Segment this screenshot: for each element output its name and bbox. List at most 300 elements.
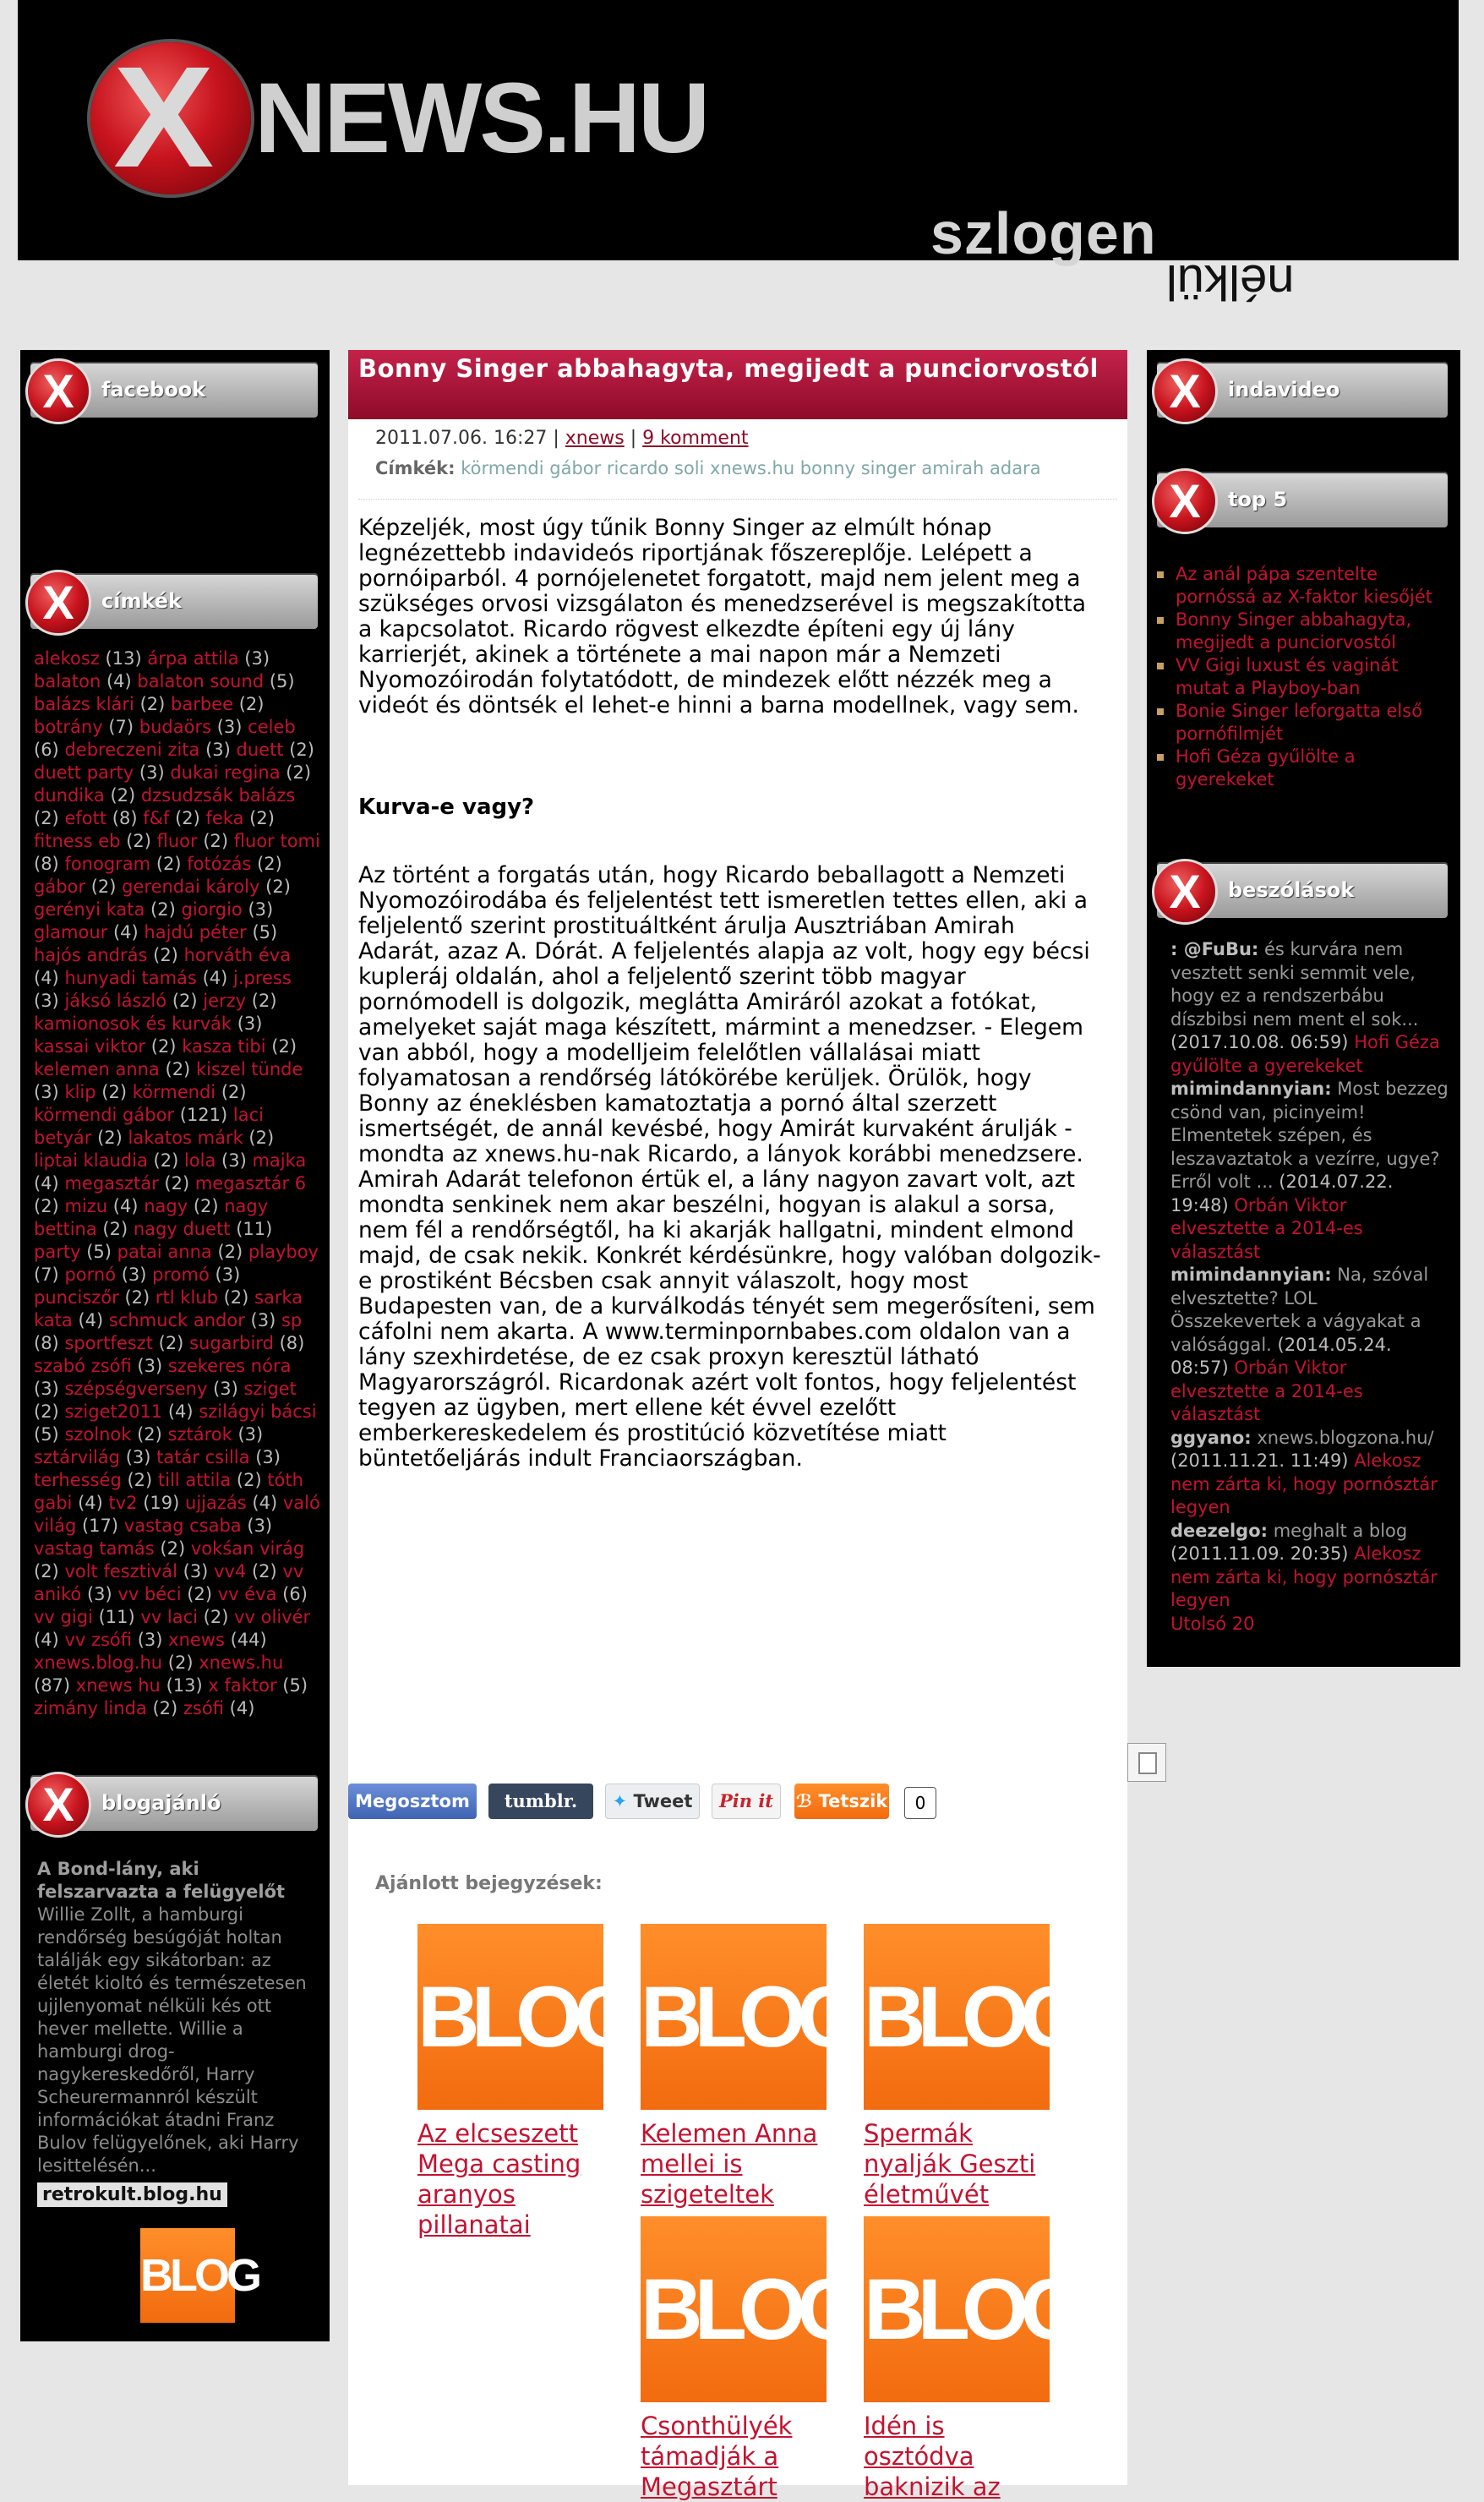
facebook-box-header	[30, 362, 318, 418]
tag-count: (8)	[279, 1333, 305, 1353]
tag-count: (4)	[112, 922, 139, 942]
post-intro	[358, 516, 1102, 718]
tag-count: (2)	[164, 1173, 190, 1194]
comment-post-link[interactable]: Alekosz nem zárta ki, hogy pornósztár legyen	[1170, 1450, 1438, 1517]
tag-count: (2)	[158, 1333, 184, 1353]
tag-link[interactable]: punciszőr	[34, 1287, 119, 1308]
tag-link[interactable]: fluor tomi	[233, 831, 320, 851]
slogan: szlogen	[930, 200, 1157, 266]
tag-count: (2)	[124, 1287, 150, 1308]
tag-link[interactable]: debreczeni zita	[64, 740, 200, 760]
recommended-post-title[interactable]: Csonthülyék támadják a Megasztárt	[641, 2412, 793, 2501]
comment-date: (2011.11.09. 20:35)	[1170, 1543, 1349, 1564]
post-body-paragraph: Az történt a forgatás után, hogy Ricardo beballagott a Nemzeti Nyomozóirodába és feljelentést tett ismeretlen tettes ellen, aki a feljelentő szerint prostituáltként árulja Ausztriában Amirah Adarát, azaz A. Dórát. A feljelentés alapja az volt, hogy egy bécsi kupleráj oldalán, ahol a feljelentő szerint több magyar pornómodell is dolgozik, meglátta Amiráról azokat a fotókat, amelyeket saját maga készített, mármint a menedzser. - Elegem van abból, hogy a modelljeim felelőtlen vállalásai miatt folyamatosan a rendőrség látókörébe kerüljek. Örülök, hogy Bonny az éneklésben kamatoztatja a pornó által szerzett ismertségét, de annál kevésbé, hogy Amirát kurvaként árulják - mondta az xnews.hu-nak Ricardo, a lányok korábbi menedzsere. Amirah Adarát telefonon értük el, a lány nagyon zavart volt, azt mondta senkinek nem akar beszélni, hogyan is alakul a sorsa, nem fél a rendőrségtől, ha ki akarják hallgatni, mindent elmond majd, de csak nekik. Konkrét kérdésünkre, hogy valóban dolgozik-e prostiként Bécsben csak annyit válaszolt, hogy most Budapesten van, de a kurválkodás tényét sem megerősíteni, sem cáfolni nem akarta. A www.terminpornbabes.com oldalon van a lány szexhirdetése, de ez csak proxyn keresztül látható Magyarországról. Ricardonak azért volt fontos, hogy feljelentést tegyen az ügyben, mert ellene két évvel ezelőtt emberkereskedelem és prostitúció közvetítése miatt büntetőeljárás indult Franciaországban.	[358, 861, 1101, 1472]
tag-link[interactable]: balázs klári	[34, 694, 134, 714]
tag-count: (2)	[251, 991, 277, 1011]
tag-count: (2)	[271, 1036, 297, 1057]
tag-count: (3)	[183, 1561, 209, 1582]
tag-count: (2)	[155, 854, 182, 874]
post-title[interactable]: Bonny Singer abbahagyta, megijedt a punciorvostól	[358, 354, 1099, 383]
tag-link[interactable]: dzsudzsák balázs	[140, 785, 296, 806]
tag-link[interactable]: szilágyi bácsi	[199, 1401, 317, 1422]
tag-link[interactable]: körmendi	[132, 1082, 216, 1102]
top5-link[interactable]: Bonie Singer leforgatta első pornófilmjét	[1176, 701, 1423, 744]
comments-box-header	[1157, 862, 1448, 918]
tag-link[interactable]: tv2	[108, 1493, 138, 1513]
tag-link[interactable]: vastag tamás	[34, 1538, 155, 1559]
tag-link[interactable]: kiszel tünde	[195, 1059, 303, 1079]
tag-count: (5)	[86, 1242, 112, 1262]
recommended-post[interactable]	[864, 2216, 1079, 2502]
tag-count: (2)	[139, 694, 166, 714]
tag-count: (2)	[187, 1584, 213, 1604]
recommended-post-title[interactable]: Spermák nyalják Geszti életművét	[864, 2119, 1036, 2209]
logo-text: NEWS.HU	[254, 63, 708, 174]
tag-link[interactable]: sarka kata	[34, 1287, 303, 1330]
blogajanlo-source-link[interactable]: retrokult.blog.hu	[37, 2182, 227, 2207]
tag-count: (2)	[203, 1607, 229, 1627]
tag-link[interactable]: lola	[183, 1150, 216, 1171]
tag-count: (2)	[265, 877, 291, 897]
tag-link[interactable]: vv gigi	[34, 1607, 93, 1627]
tag-count: (5)	[34, 1424, 59, 1445]
tag-link[interactable]: duett party	[34, 762, 134, 783]
pinterest-pin-button[interactable]: Pin it	[712, 1784, 781, 1819]
tag-count: (2)	[150, 1036, 177, 1057]
tag-link[interactable]: xnews hu	[75, 1675, 161, 1696]
comment-text: xnews.blogzona.hu/	[1251, 1427, 1434, 1448]
post-author-link[interactable]: xnews	[565, 428, 625, 449]
top5-link[interactable]: Bonny Singer abbahagyta, megijedt a punciorvostól	[1176, 609, 1412, 653]
top5-link[interactable]: VV Gigi luxust és vaginát mutat a Playboy-ban	[1176, 655, 1399, 698]
tag-count: (2)	[165, 1059, 191, 1079]
list-item	[1176, 700, 1446, 746]
recommended-post[interactable]	[641, 1924, 856, 2210]
post-subheading: Kurva-e vagy?	[358, 795, 535, 820]
comment-post-link[interactable]: Orbán Viktor elvesztette a 2014-es választást	[1170, 1358, 1363, 1424]
tags-box-header	[30, 573, 318, 629]
post-intro-paragraph: Képzeljék, most úgy tűnik Bonny Singer az elmúlt hónap legnézettebb indavideós riportjának főszereplője. Lelépett a pornóiparból. 4 pornójelenetet forgatott, majd nem jelent meg a szükséges orvosi vizsgálaton és menedzserével is megszakította a kapcsolatot. Ricardo rögvest elkezdte építeni egy új lány karrierjét, akinek a története a mai napon már a Nemzeti Nyomozóirodán folytatódott, de mindezek előtt nézzék meg a videót és döntsék el lehet-e hinni a barna modellnek, vagy sem.	[358, 515, 1086, 718]
tag-link[interactable]: klip	[64, 1082, 96, 1102]
tag-link[interactable]: vv olivér	[234, 1607, 311, 1627]
right-sidebar	[1147, 350, 1460, 1667]
tag-count: (5)	[282, 1675, 308, 1696]
tag-count: (8)	[34, 854, 59, 874]
x-badge-icon: X	[1152, 859, 1218, 925]
tag-count: (4)	[202, 968, 228, 988]
tag-link[interactable]: nagy duett	[133, 1219, 231, 1239]
tag-count: (7)	[108, 717, 134, 737]
recommended-post-title[interactable]: Az elcseszett Mega casting aranyos pillanatai	[417, 2119, 581, 2239]
tag-link[interactable]: barbee	[171, 694, 234, 714]
tag-link[interactable]: pornó	[64, 1265, 117, 1285]
tag-count: (4)	[106, 671, 132, 691]
tag-count: (3)	[213, 1379, 238, 1399]
post-meta	[375, 428, 749, 449]
tag-count: (2)	[150, 899, 176, 920]
tag-count: (3)	[215, 1265, 241, 1285]
comment-author: deezelgo:	[1170, 1520, 1268, 1541]
tag-link[interactable]: vv zsófi	[64, 1630, 133, 1650]
tag-link[interactable]: majka	[252, 1150, 307, 1171]
tag-link[interactable]: sziget2011	[64, 1401, 163, 1422]
tag-link[interactable]: hajdú péter	[144, 922, 247, 942]
comment-author: mimindannyian:	[1170, 1265, 1332, 1285]
tag-count: (4)	[112, 1196, 139, 1216]
list-item	[1176, 563, 1446, 609]
tag-link[interactable]: xnews	[168, 1630, 225, 1650]
comment-item	[1170, 1427, 1449, 1520]
tag-link[interactable]: celeb	[248, 717, 296, 737]
recommended-post[interactable]	[417, 1924, 633, 2240]
blog-hu-logo[interactable]: BLOG	[864, 1924, 1050, 2110]
tag-count: (4)	[34, 1630, 59, 1650]
indavideo-box-header	[1157, 362, 1448, 418]
tag-count: (2)	[97, 1128, 123, 1148]
tag-link[interactable]: szépségverseny	[64, 1379, 208, 1399]
tag-count: (2)	[289, 740, 314, 760]
comment-text: meghalt a blog	[1268, 1520, 1408, 1541]
tag-link[interactable]: schmuck andor	[108, 1310, 245, 1330]
tag-link[interactable]: gerendai károly	[122, 877, 260, 897]
tag-link[interactable]: botrány	[34, 717, 103, 737]
tag-link[interactable]: giorgio	[181, 899, 243, 920]
tag-link[interactable]: efott	[64, 808, 107, 828]
top5-list	[1176, 563, 1446, 791]
tag-link[interactable]: promó	[152, 1265, 210, 1285]
top5-link[interactable]: Az anál pápa szentelte pornóssá az X-faktor kiesőjét	[1176, 564, 1433, 607]
tag-count: (3)	[34, 1379, 59, 1399]
recommended-post-title[interactable]: Kelemen Anna mellei is szigeteltek	[641, 2119, 818, 2209]
twitter-bird-icon: ✦	[612, 1791, 628, 1811]
tag-link[interactable]: duett	[236, 740, 284, 760]
tag-link[interactable]: szekeres nóra	[167, 1356, 292, 1376]
document-icon[interactable]	[1127, 1743, 1166, 1782]
x-badge-icon: X	[25, 1772, 91, 1838]
tag-link[interactable]: alekosz	[34, 648, 100, 669]
tag-count: (5)	[252, 922, 278, 942]
tag-link[interactable]: x faktor	[208, 1675, 277, 1696]
tag-link[interactable]: zimány linda	[34, 1698, 147, 1718]
tags-label: címkék	[101, 589, 183, 613]
tag-link[interactable]: dukai regina	[170, 762, 281, 783]
tag-count: (7)	[34, 1265, 59, 1285]
tag-count: (2)	[90, 877, 117, 897]
tag-count: (4)	[167, 1401, 194, 1422]
tag-count: (4)	[78, 1310, 104, 1330]
recommended-post[interactable]	[641, 2216, 856, 2502]
tag-count: (17)	[81, 1516, 119, 1536]
blogajanlo-box-header	[30, 1775, 318, 1831]
tag-link[interactable]: hajós andrás	[34, 945, 148, 965]
x-badge-icon: X	[1152, 358, 1218, 424]
tag-link[interactable]: mizu	[64, 1196, 108, 1216]
tag-link[interactable]: xnews.hu	[199, 1653, 284, 1673]
site-header	[18, 0, 1459, 266]
tag-count: (2)	[249, 808, 275, 828]
recommended-post[interactable]	[864, 1924, 1079, 2210]
tag-count: (3)	[137, 1630, 163, 1650]
tag-count: (2)	[34, 1401, 59, 1422]
tag-count: (2)	[172, 991, 198, 1011]
tag-link[interactable]: hunyadi tamás	[64, 968, 197, 988]
tag-count: (2)	[251, 1561, 277, 1582]
comment-author: ggyano:	[1170, 1427, 1252, 1448]
tag-link[interactable]: f&f	[143, 808, 170, 828]
x-badge-icon: X	[25, 570, 91, 636]
tag-count: (13)	[105, 648, 142, 669]
tag-count: (2)	[110, 785, 136, 806]
tag-count: (2)	[248, 1128, 275, 1148]
tag-count: (2)	[238, 694, 265, 714]
blog-hu-logo[interactable]: BLOG	[864, 2216, 1050, 2402]
comment-post-link[interactable]: Orbán Viktor elvesztette a 2014-es választást	[1170, 1194, 1363, 1262]
comments-label: beszólások	[1228, 878, 1355, 902]
tag-count: (3)	[125, 1447, 151, 1467]
tag-link[interactable]: nagy	[144, 1196, 188, 1216]
tag-count: (2)	[153, 1150, 179, 1171]
comment-date: (2014.05.24. 08:57)	[1170, 1334, 1392, 1378]
tag-link[interactable]: laci betyár	[34, 1105, 264, 1148]
blogajanlo-title[interactable]: A Bond-lány, aki felszarvazta a felügyelőt	[37, 1859, 286, 1902]
tag-count: (3)	[221, 1150, 247, 1171]
tag-link[interactable]: szolnok	[64, 1424, 132, 1445]
tag-link[interactable]: zsófi	[183, 1698, 224, 1718]
tag-link[interactable]: playboy	[248, 1242, 319, 1262]
list-item	[1176, 746, 1446, 791]
tag-link[interactable]: kelemen anna	[34, 1059, 160, 1079]
tag-link[interactable]: balaton	[34, 671, 101, 691]
tag-count: (2)	[175, 808, 200, 828]
indavideo-label: indavideo	[1228, 378, 1340, 402]
tag-link[interactable]: vv laci	[140, 1607, 198, 1627]
tag-link[interactable]: gábor	[34, 877, 86, 897]
tag-link[interactable]: jáksó lászló	[64, 991, 167, 1011]
top5-link[interactable]: Hofi Géza gyűlölte a gyerekeket	[1176, 746, 1356, 789]
slogan-mirror: nélkül	[1166, 254, 1295, 309]
tag-link[interactable]: volt fesztivál	[64, 1561, 177, 1582]
comment-author: mimindannyian:	[1170, 1079, 1332, 1099]
blog-hu-logo[interactable]: BLOG	[641, 2216, 827, 2402]
tag-link[interactable]: vastag csaba	[123, 1516, 242, 1536]
tag-count: (2)	[217, 1242, 243, 1262]
tag-count: (6)	[282, 1584, 308, 1604]
tag-count: (2)	[127, 1470, 153, 1490]
tag-link[interactable]: vokśan virág	[190, 1538, 305, 1559]
tag-count: (2)	[203, 831, 229, 851]
comment-date: (2014.07.22. 19:48)	[1170, 1172, 1394, 1215]
tag-link[interactable]: körmendi gábor	[34, 1105, 175, 1125]
tweet-label: Tweet	[633, 1791, 693, 1811]
tag-link[interactable]: tatár csilla	[156, 1447, 250, 1467]
x-badge-icon: X	[1152, 468, 1218, 534]
tag-link[interactable]: vv4	[214, 1561, 247, 1582]
tag-count: (3)	[34, 1082, 59, 1102]
tag-link[interactable]: vv béci	[117, 1584, 182, 1604]
tag-link[interactable]: ujjazás	[185, 1493, 247, 1513]
recent-comments	[1170, 938, 1449, 1636]
tag-link[interactable]: till attila	[157, 1470, 232, 1490]
tag-link[interactable]: kamionosok és kurvák	[34, 1013, 232, 1034]
tag-link[interactable]: nagy bettina	[34, 1196, 269, 1239]
blogajanlo-excerpt: Willie Zollt, a hamburgi rendőrség besúgóját holtan találják egy sikátorban: az életét kioltó és természetesen ujjlenyomat nélküli kés ott hever mellette. Willie a hamburgi drog-nagykereskedőről, Harry Scheurermannról készült információkat átadni Franz Bulov felügyelőnek, aki Harry lesittelésén...	[37, 1904, 307, 2176]
tag-count: (3)	[244, 648, 270, 669]
left-sidebar	[20, 350, 330, 2341]
tag-link[interactable]: vv éva	[217, 1584, 277, 1604]
tag-link[interactable]: j.press	[233, 968, 292, 988]
tag-link[interactable]: vv anikó	[34, 1561, 304, 1604]
tag-count: (2)	[153, 945, 178, 965]
comment-text: Na, szóval elvesztette? LOL Összekevertek a vágyakat a valósággal.	[1170, 1265, 1429, 1355]
tag-cloud	[34, 647, 321, 1720]
tag-link[interactable]: fitness eb	[34, 831, 121, 851]
comment-date: (2017.10.08. 06:59)	[1170, 1032, 1349, 1052]
tumblr-share-button[interactable]: tumblr.	[488, 1784, 593, 1819]
comment-text: Most bezzeg csönd van, picinyeim! Elmentetek szépen, és leszavaztatok a vezírre, ugye? Erről volt ...	[1170, 1079, 1449, 1192]
tag-link[interactable]: dundika	[34, 785, 105, 806]
comment-item	[1170, 1078, 1449, 1264]
logo-x-letter: X	[113, 37, 215, 198]
tag-count: (87)	[34, 1675, 71, 1696]
tag-count: (2)	[34, 808, 59, 828]
comment-item	[1170, 938, 1449, 1078]
tag-link[interactable]: liptai klaudia	[34, 1150, 148, 1171]
post-tags-list[interactable]: körmendi gábor ricardo soli xnews.hu bonny singer amirah adara	[461, 458, 1041, 478]
tag-link[interactable]: sziget	[243, 1379, 297, 1399]
comment-author: : @FuBu:	[1170, 939, 1259, 959]
blogajanlo-teaser[interactable]	[37, 1858, 316, 2177]
tag-link[interactable]: party	[34, 1242, 81, 1262]
tag-count: (3)	[137, 1356, 163, 1376]
tag-link[interactable]: xnews.blog.hu	[34, 1653, 163, 1673]
tag-count: (2)	[152, 1698, 178, 1718]
tag-link[interactable]: balaton sound	[137, 671, 265, 691]
tag-count: (8)	[112, 808, 138, 828]
blog-hu-logo[interactable]: BLOG	[641, 1924, 827, 2110]
list-item	[1176, 654, 1446, 700]
tag-link[interactable]: árpa attila	[147, 648, 239, 669]
tag-link[interactable]: kasza tibi	[182, 1036, 266, 1057]
site-logo[interactable]	[77, 37, 770, 198]
tag-count: (3)	[216, 717, 243, 737]
tag-count: (13)	[166, 1675, 203, 1696]
tag-count: (4)	[229, 1698, 255, 1718]
post-tags	[375, 458, 1041, 478]
main-content	[348, 350, 1127, 2501]
tag-link[interactable]: sugarbird	[189, 1333, 274, 1353]
tetszik-label: Tetszik	[818, 1791, 888, 1811]
blogajanlo-label: blogajánló	[101, 1791, 221, 1815]
tag-count: (121)	[179, 1105, 228, 1125]
tag-count: (2)	[160, 1538, 186, 1559]
meta-separator: |	[553, 428, 559, 449]
tag-link[interactable]: tóth gabi	[34, 1470, 303, 1513]
tag-count: (5)	[269, 671, 295, 691]
top5-box-header	[1157, 472, 1448, 527]
tag-link[interactable]: sztárvilág	[34, 1447, 120, 1467]
comment-item	[1170, 1264, 1449, 1427]
last-20-comments-link[interactable]: Utolsó 20	[1170, 1613, 1255, 1634]
recommended-label: Ajánlott bejegyzések:	[375, 1873, 603, 1894]
tag-count: (44)	[230, 1630, 267, 1650]
facebook-label: facebook	[101, 378, 206, 402]
tag-link[interactable]: feka	[205, 808, 244, 828]
comment-date: (2011.11.21. 11:49)	[1170, 1450, 1349, 1471]
tag-count: (3)	[205, 740, 231, 760]
tag-link[interactable]: szabó zsófi	[34, 1356, 132, 1376]
tag-count: (2)	[167, 1653, 194, 1673]
tag-link[interactable]: fonogram	[64, 854, 151, 874]
tag-count: (11)	[98, 1607, 135, 1627]
tag-link[interactable]: horváth éva	[183, 945, 292, 965]
tag-link[interactable]: gerényi kata	[34, 899, 145, 920]
tag-count: (2)	[102, 1219, 128, 1239]
comment-item	[1170, 1520, 1449, 1613]
comment-post-link[interactable]: Alekosz nem zárta ki, hogy pornósztár legyen	[1170, 1543, 1438, 1610]
tag-link[interactable]: sp	[281, 1310, 303, 1330]
tag-count: (3)	[237, 1424, 264, 1445]
meta-divider	[358, 499, 1117, 500]
tag-link[interactable]: megasztár 6	[194, 1173, 307, 1194]
tag-link[interactable]: sportfeszt	[64, 1333, 153, 1353]
tag-count: (3)	[250, 1310, 276, 1330]
tag-link[interactable]: megasztár	[64, 1173, 159, 1194]
tag-link[interactable]: patai anna	[117, 1242, 212, 1262]
tag-count: (2)	[101, 1082, 128, 1102]
tag-link[interactable]: való világ	[34, 1493, 320, 1536]
tag-count: (4)	[34, 1173, 59, 1194]
recommended-post-title[interactable]: Idén is osztódva baknizik az	[864, 2412, 1001, 2501]
tag-count: (4)	[252, 1493, 278, 1513]
tag-count: (2)	[223, 1287, 249, 1308]
tag-count: (19)	[143, 1493, 180, 1513]
tag-count: (4)	[78, 1493, 103, 1513]
x-badge-icon: X	[25, 358, 91, 424]
comment-text: és kurvára nem vesztett senki semmit vele, hogy ez a rendszerbábu díszbibsi nem ment el sok...	[1170, 939, 1419, 1030]
tag-link[interactable]: fluor	[156, 831, 198, 851]
tag-count: (2)	[34, 1196, 59, 1216]
tag-count: (3)	[255, 1447, 281, 1467]
tag-count: (2)	[236, 1470, 262, 1490]
post-comments-link[interactable]: 9 komment	[642, 428, 749, 449]
blog-hu-logo[interactable]: BLOG	[140, 2228, 235, 2323]
tag-link[interactable]: kassai viktor	[34, 1036, 146, 1057]
tag-link[interactable]: terhesség	[34, 1470, 122, 1490]
tag-link[interactable]: fotózás	[187, 854, 252, 874]
blog-like-button[interactable]	[794, 1784, 889, 1819]
tag-link[interactable]: budaörs	[139, 717, 212, 737]
tag-count: (3)	[139, 762, 165, 783]
tag-count: (6)	[34, 740, 59, 760]
tag-count: (2)	[286, 762, 312, 783]
tag-link[interactable]: glamour	[34, 922, 108, 942]
facebook-share-button[interactable]: Megosztom	[348, 1784, 477, 1819]
tag-link[interactable]: jerzy	[203, 991, 247, 1011]
top5-label: top 5	[1228, 488, 1288, 511]
blog-hu-logo[interactable]: BLOG	[417, 1924, 603, 2110]
post-title-bar	[348, 350, 1127, 419]
tag-link[interactable]: sztárok	[167, 1424, 232, 1445]
tag-link[interactable]: rtl klub	[155, 1287, 218, 1308]
tag-count: (3)	[248, 899, 274, 920]
tag-count: (2)	[126, 831, 151, 851]
comment-post-link[interactable]: Hofi Géza gyűlölte a gyerekeket	[1170, 1032, 1440, 1076]
tag-count: (3)	[237, 1013, 263, 1034]
tag-count: (2)	[193, 1196, 219, 1216]
post-body	[358, 840, 1102, 1494]
tag-link[interactable]: lakatos márk	[128, 1128, 243, 1148]
tweet-button[interactable]	[605, 1784, 700, 1819]
